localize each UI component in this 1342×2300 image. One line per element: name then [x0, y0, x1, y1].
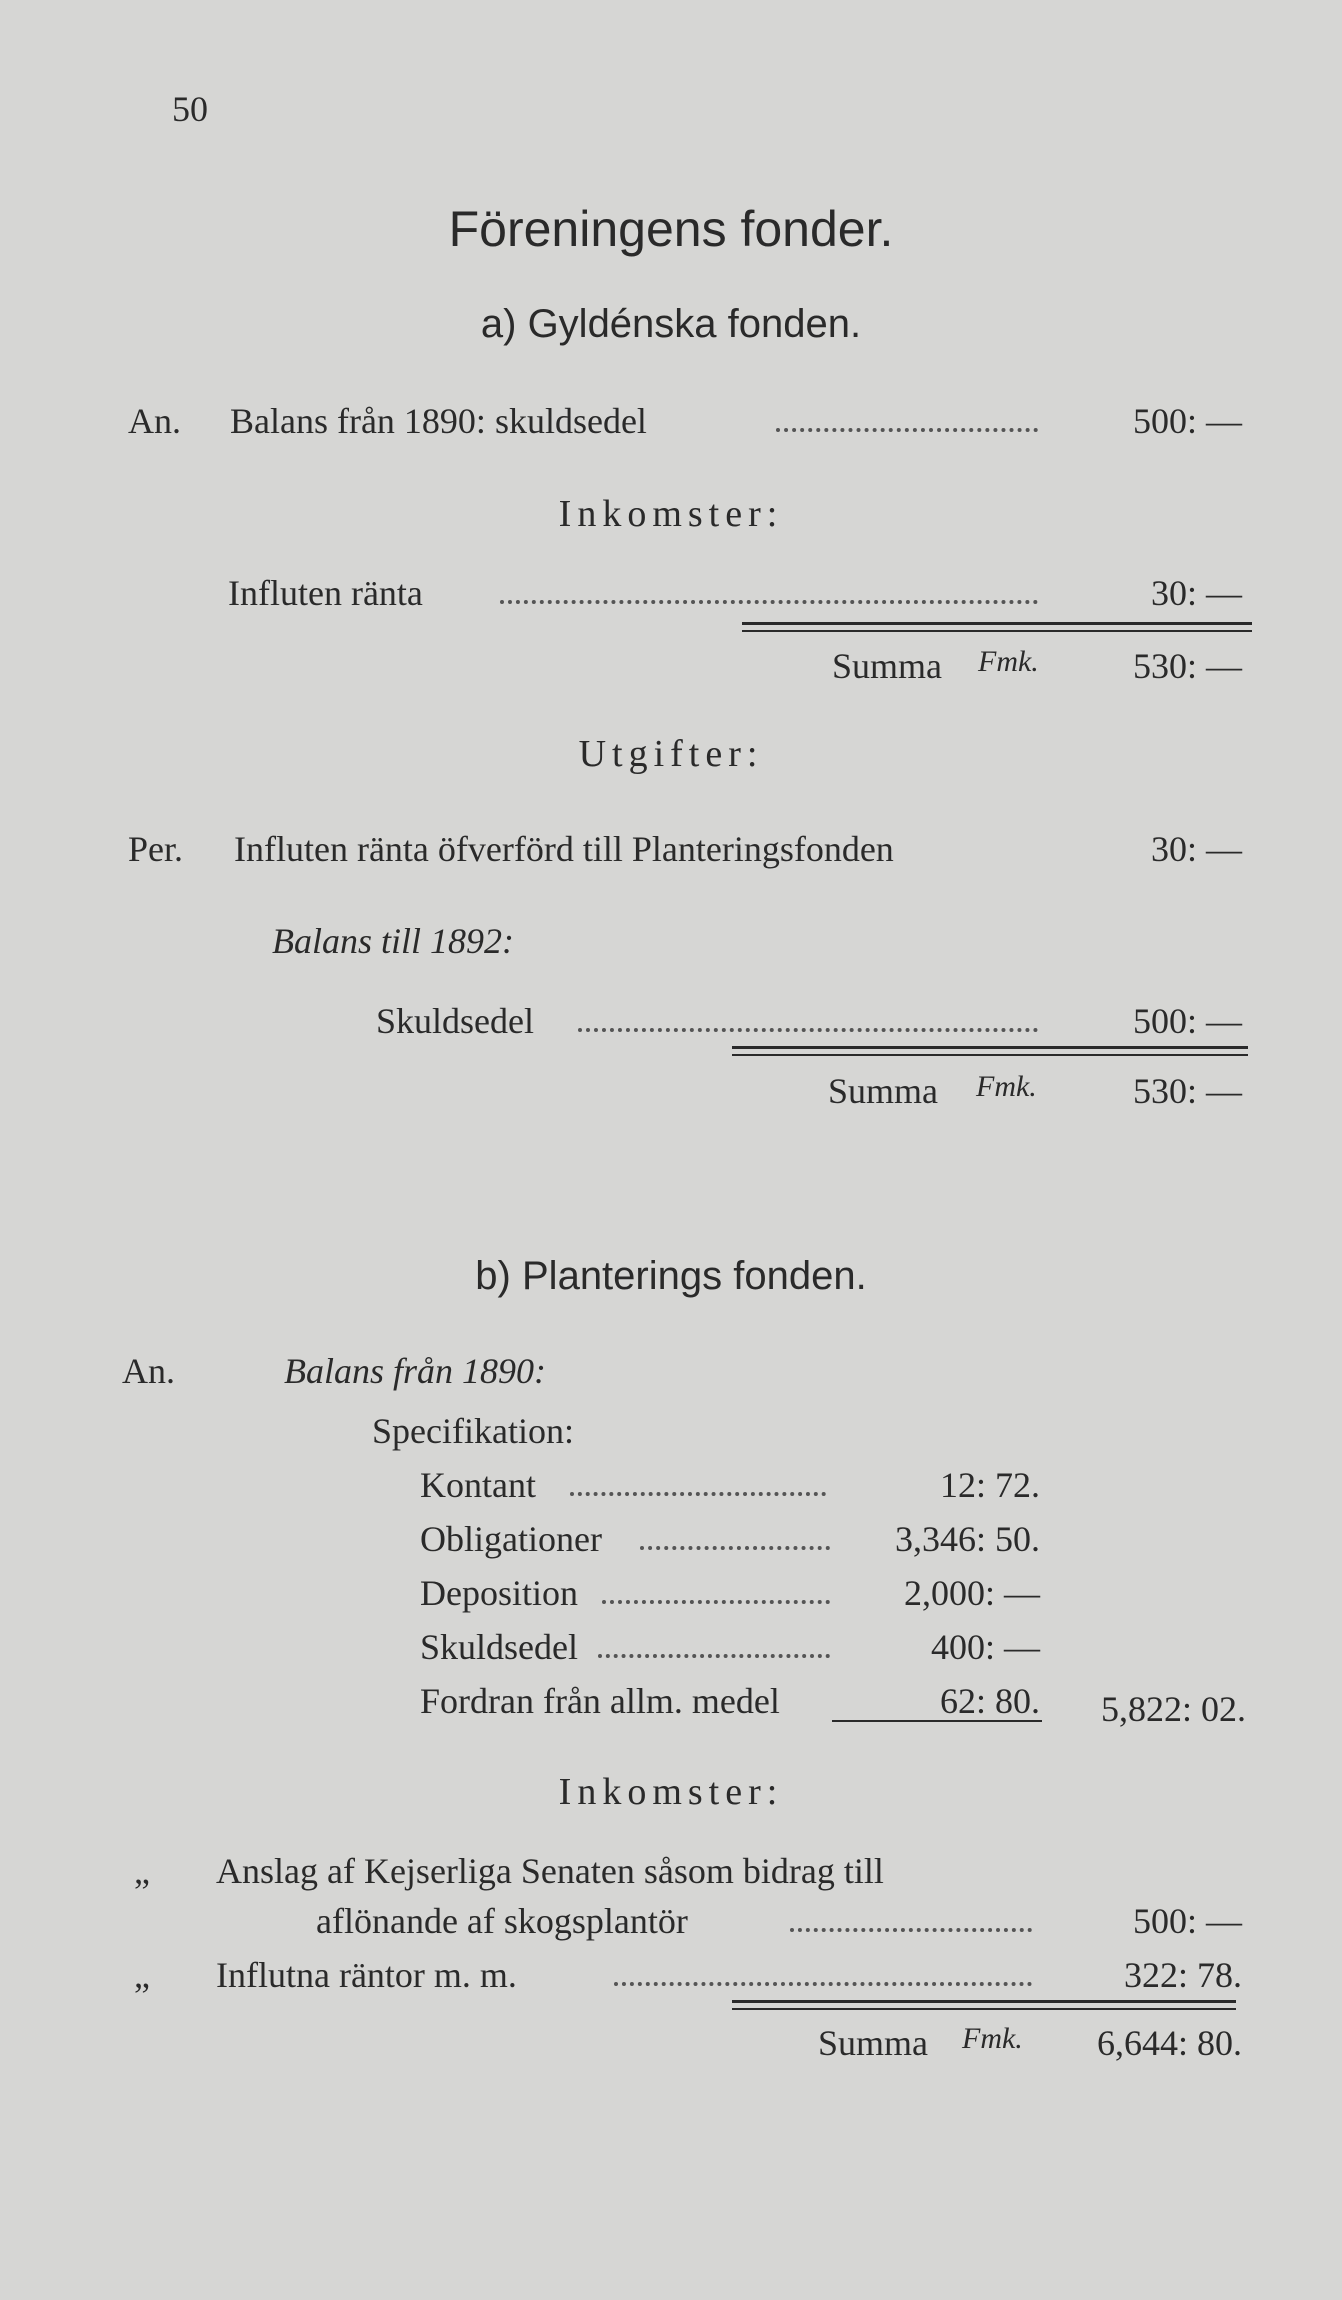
b-rantor-label: Influtna räntor m. m.: [216, 1955, 517, 1995]
a-skuldsedel-amount: 500: —: [1132, 1001, 1242, 1041]
a-summa1-amount: 530: —: [1132, 646, 1242, 686]
leader-dots: [500, 600, 1038, 604]
a-balans-label: Balans från 1890: skuldsedel: [230, 401, 647, 441]
b-summa-unit: Fmk.: [962, 2022, 1023, 2055]
a-inkomster-heading: Inkomster:: [558, 493, 784, 535]
section-b-title: Planterings fonden.: [522, 1254, 867, 1298]
ditto-mark: „: [134, 1955, 150, 1995]
sum-rule: [832, 1720, 1042, 1722]
leader-dots: [570, 1492, 826, 1496]
spec-item-label: Deposition: [420, 1573, 578, 1613]
b-an-label: An.: [122, 1351, 175, 1391]
leader-dots: [640, 1546, 830, 1550]
sum-rule: [742, 630, 1252, 632]
b-inkomster-heading: Inkomster:: [558, 1771, 784, 1813]
sum-rule: [732, 1046, 1248, 1049]
b-spec-label: Specifikation:: [372, 1411, 574, 1451]
ditto-mark: „: [134, 1851, 150, 1891]
leader-dots: [602, 1600, 830, 1604]
leader-dots: [578, 1028, 1038, 1032]
leader-dots: [598, 1654, 830, 1658]
a-influten-amount: 30: —: [1150, 573, 1242, 613]
b-anslag-line1: Anslag af Kejserliga Senaten såsom bidrag till: [216, 1851, 884, 1891]
a-summa1-label: Summa: [832, 646, 943, 686]
spec-item-amount: 3,346: 50.: [894, 1519, 1040, 1559]
b-balans-label: Balans från 1890:: [284, 1351, 547, 1391]
a-ofverford-amount: 30: —: [1150, 829, 1242, 869]
b-rantor-amount: 322: 78.: [1123, 1955, 1242, 1995]
section-b-heading: [0, 1254, 1342, 1299]
spec-item-label: Fordran från allm. medel: [420, 1681, 780, 1721]
a-ofverford-label: Influten ränta öfverförd till Planteringsfonden: [234, 829, 894, 869]
spec-item-label: Kontant: [420, 1465, 536, 1505]
sum-rule: [732, 1054, 1248, 1056]
leader-dots: [790, 1928, 1032, 1932]
spec-item-label: Skuldsedel: [420, 1627, 578, 1667]
sum-rule: [742, 622, 1252, 625]
b-anslag-line2: aflönande af skogsplantör: [316, 1901, 688, 1941]
b-anslag-amount: 500: —: [1132, 1901, 1242, 1941]
b-spec-total: 5,822: 02.: [1100, 1689, 1246, 1729]
spec-item-label: Obligationer: [420, 1519, 602, 1559]
a-summa2-label: Summa: [828, 1071, 939, 1111]
page-number: 50: [172, 89, 208, 129]
a-influten-label: Influten ränta: [228, 573, 423, 613]
b-summa-amount: 6,644: 80.: [1096, 2023, 1242, 2063]
spec-item-amount: 400: —: [930, 1627, 1040, 1667]
a-summa2-unit: Fmk.: [976, 1070, 1037, 1103]
section-a-title: Gyldénska fonden.: [527, 302, 862, 346]
a-per-label: Per.: [128, 829, 184, 869]
page-title: Föreningens fonder.: [448, 201, 894, 257]
a-balans-till-label: Balans till 1892:: [272, 921, 514, 961]
section-a-prefix: a): [480, 302, 517, 346]
a-skuldsedel-label: Skuldsedel: [376, 1001, 534, 1041]
section-a-heading: [0, 302, 1342, 347]
a-an-label: An.: [128, 401, 181, 441]
leader-dots: [776, 428, 1038, 432]
a-utgifter-heading: Utgifter:: [578, 733, 764, 775]
sum-rule: [732, 2008, 1236, 2010]
sum-rule: [732, 2000, 1236, 2003]
spec-item-amount: 12: 72.: [939, 1465, 1040, 1505]
leader-dots: [614, 1982, 1032, 1986]
section-b-prefix: b): [475, 1254, 511, 1298]
a-summa1-unit: Fmk.: [978, 645, 1039, 678]
spec-item-amount: 62: 80.: [939, 1681, 1040, 1721]
spec-item-amount: 2,000: —: [903, 1573, 1040, 1613]
b-summa-label: Summa: [818, 2023, 929, 2063]
a-summa2-amount: 530: —: [1132, 1071, 1242, 1111]
a-balans-amount: 500: —: [1132, 401, 1242, 441]
